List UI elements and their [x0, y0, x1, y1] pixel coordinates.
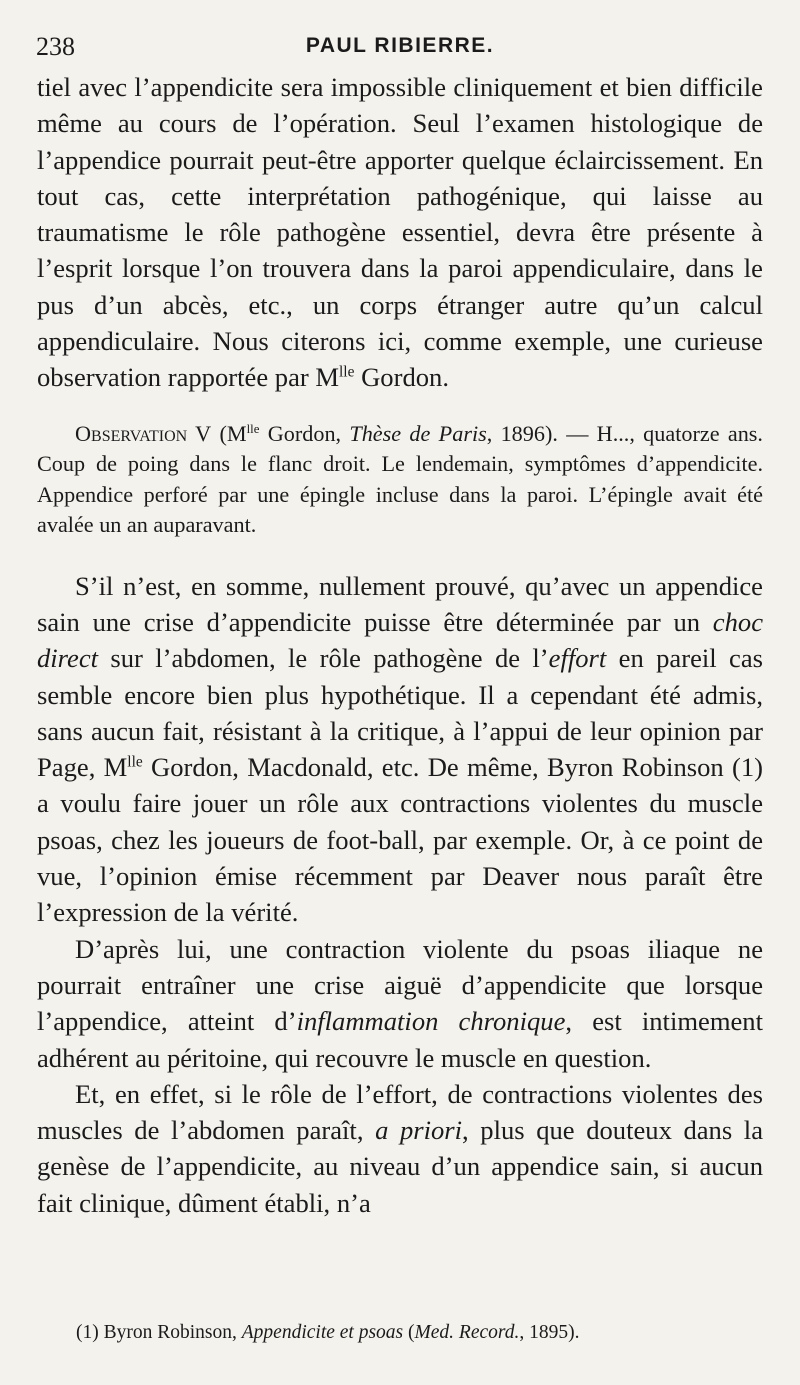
p4-italic: a priori — [375, 1115, 463, 1146]
p1-text: tiel avec l’appendicite sera impossible cliniquement et bien difficile même au cours de l’opération. Seul l’examen histologique de l’appendice pourrait peut-être apporter quelque éclaircissement. En tout cas, cette interprétation pathogénique, qui laisse au traumatisme le rôle pathogène essentiel, devra être présente à l’esprit lorsque l’on trouvera dans la paroi appendiculaire, dans le pus d’un abcès, etc., un corps étranger autre qu’un calcul appendiculaire. Nous citerons ici, comme exemple, une curieuse observation rapportée par M — [37, 72, 763, 393]
p2-text-b: sur l’abdomen, le rôle pathogène de l’ — [98, 643, 549, 674]
footnote-text-b: ( — [403, 1322, 415, 1343]
footnote-text-c: , 1895). — [519, 1322, 580, 1343]
footnote-text: Byron Robinson, — [98, 1322, 242, 1343]
p2-text-d: Gordon, Macdonald, etc. De même, Byron Robinson (1) a voulu faire jouer un rôle aux contractions violentes du muscle psoas, chez les joueurs de foot-ball, par exemple. Or, à ce point de vue, l’opinion émise récemment par Deaver nous paraît être l’expression de la vérité. — [37, 752, 763, 928]
p3-text: D’après lui, une contraction violente du psoas iliaque ne pourrait entraîner une crise aiguë d’appendicite que lorsque l’appendice, atteint d’ — [37, 933, 763, 1037]
p4-text-end: , plus que douteux dans la genèse de l’appendicite, au niveau d’un appendice sain, si aucun fait clinique, dûment établi, n’a — [37, 1115, 763, 1218]
page-header — [36, 26, 764, 66]
running-head: PAUL RIBIERRE. — [305, 34, 495, 57]
paragraph-3 — [37, 931, 763, 1076]
p3-italic: inflammation chronique — [296, 1006, 566, 1037]
footnote-italic-journal: Med. Record. — [414, 1322, 520, 1343]
p2-text: S’il n’est, en somme, nullement prouvé, qu’avec un appendice sain une crise d’appendicite puisse être déterminée par un — [37, 570, 763, 637]
footnote — [76, 1320, 776, 1346]
p4-text: Et, en effet, si le rôle de l’effort, de contractions violentes des muscles de l’abdomen paraît, — [37, 1078, 763, 1146]
p1-text-end: Gordon. — [354, 362, 449, 393]
p1-superscript: lle — [339, 363, 355, 381]
observation-paragraph — [37, 419, 763, 541]
observation-label: Observation V — [75, 420, 212, 446]
obs-text-rest: , 1896). — H..., quatorze ans. Coup de poing dans le flanc droit. Le lendemain, symptômes d’appendicite. Appendice perforé par une épingle incluse dans la paroi. L’épingle avait été avalée un an auparavant. — [37, 420, 763, 538]
obs-author: Gordon, — [259, 420, 350, 446]
obs-text: (M — [211, 420, 247, 446]
paragraph-1 — [37, 69, 763, 396]
footnote-italic-title: Appendicite et psoas — [241, 1322, 404, 1343]
p3-text-end: , est intimement adhérent au péritoine, qui recouvre le muscle en question. — [37, 1006, 763, 1073]
obs-superscript: lle — [246, 421, 260, 436]
paragraph-2 — [37, 568, 763, 931]
footnote-mark: (1) — [76, 1322, 99, 1343]
p2-italic-choc-direct: choc direct — [37, 606, 763, 674]
p2-text-c: en pareil cas semble encore bien plus hypothétique. Il a cependant été admis, sans aucun fait, résistant à la critique, à l’appui de leur opinion par Page, M — [37, 643, 763, 783]
obs-thesis-title: Thèse de Paris — [349, 420, 487, 446]
paragraph-4 — [37, 1076, 763, 1221]
p2-italic-effort: effort — [548, 643, 607, 674]
page-number: 238 — [36, 32, 75, 61]
p2-superscript: lle — [127, 753, 143, 771]
page-body — [37, 69, 763, 1221]
